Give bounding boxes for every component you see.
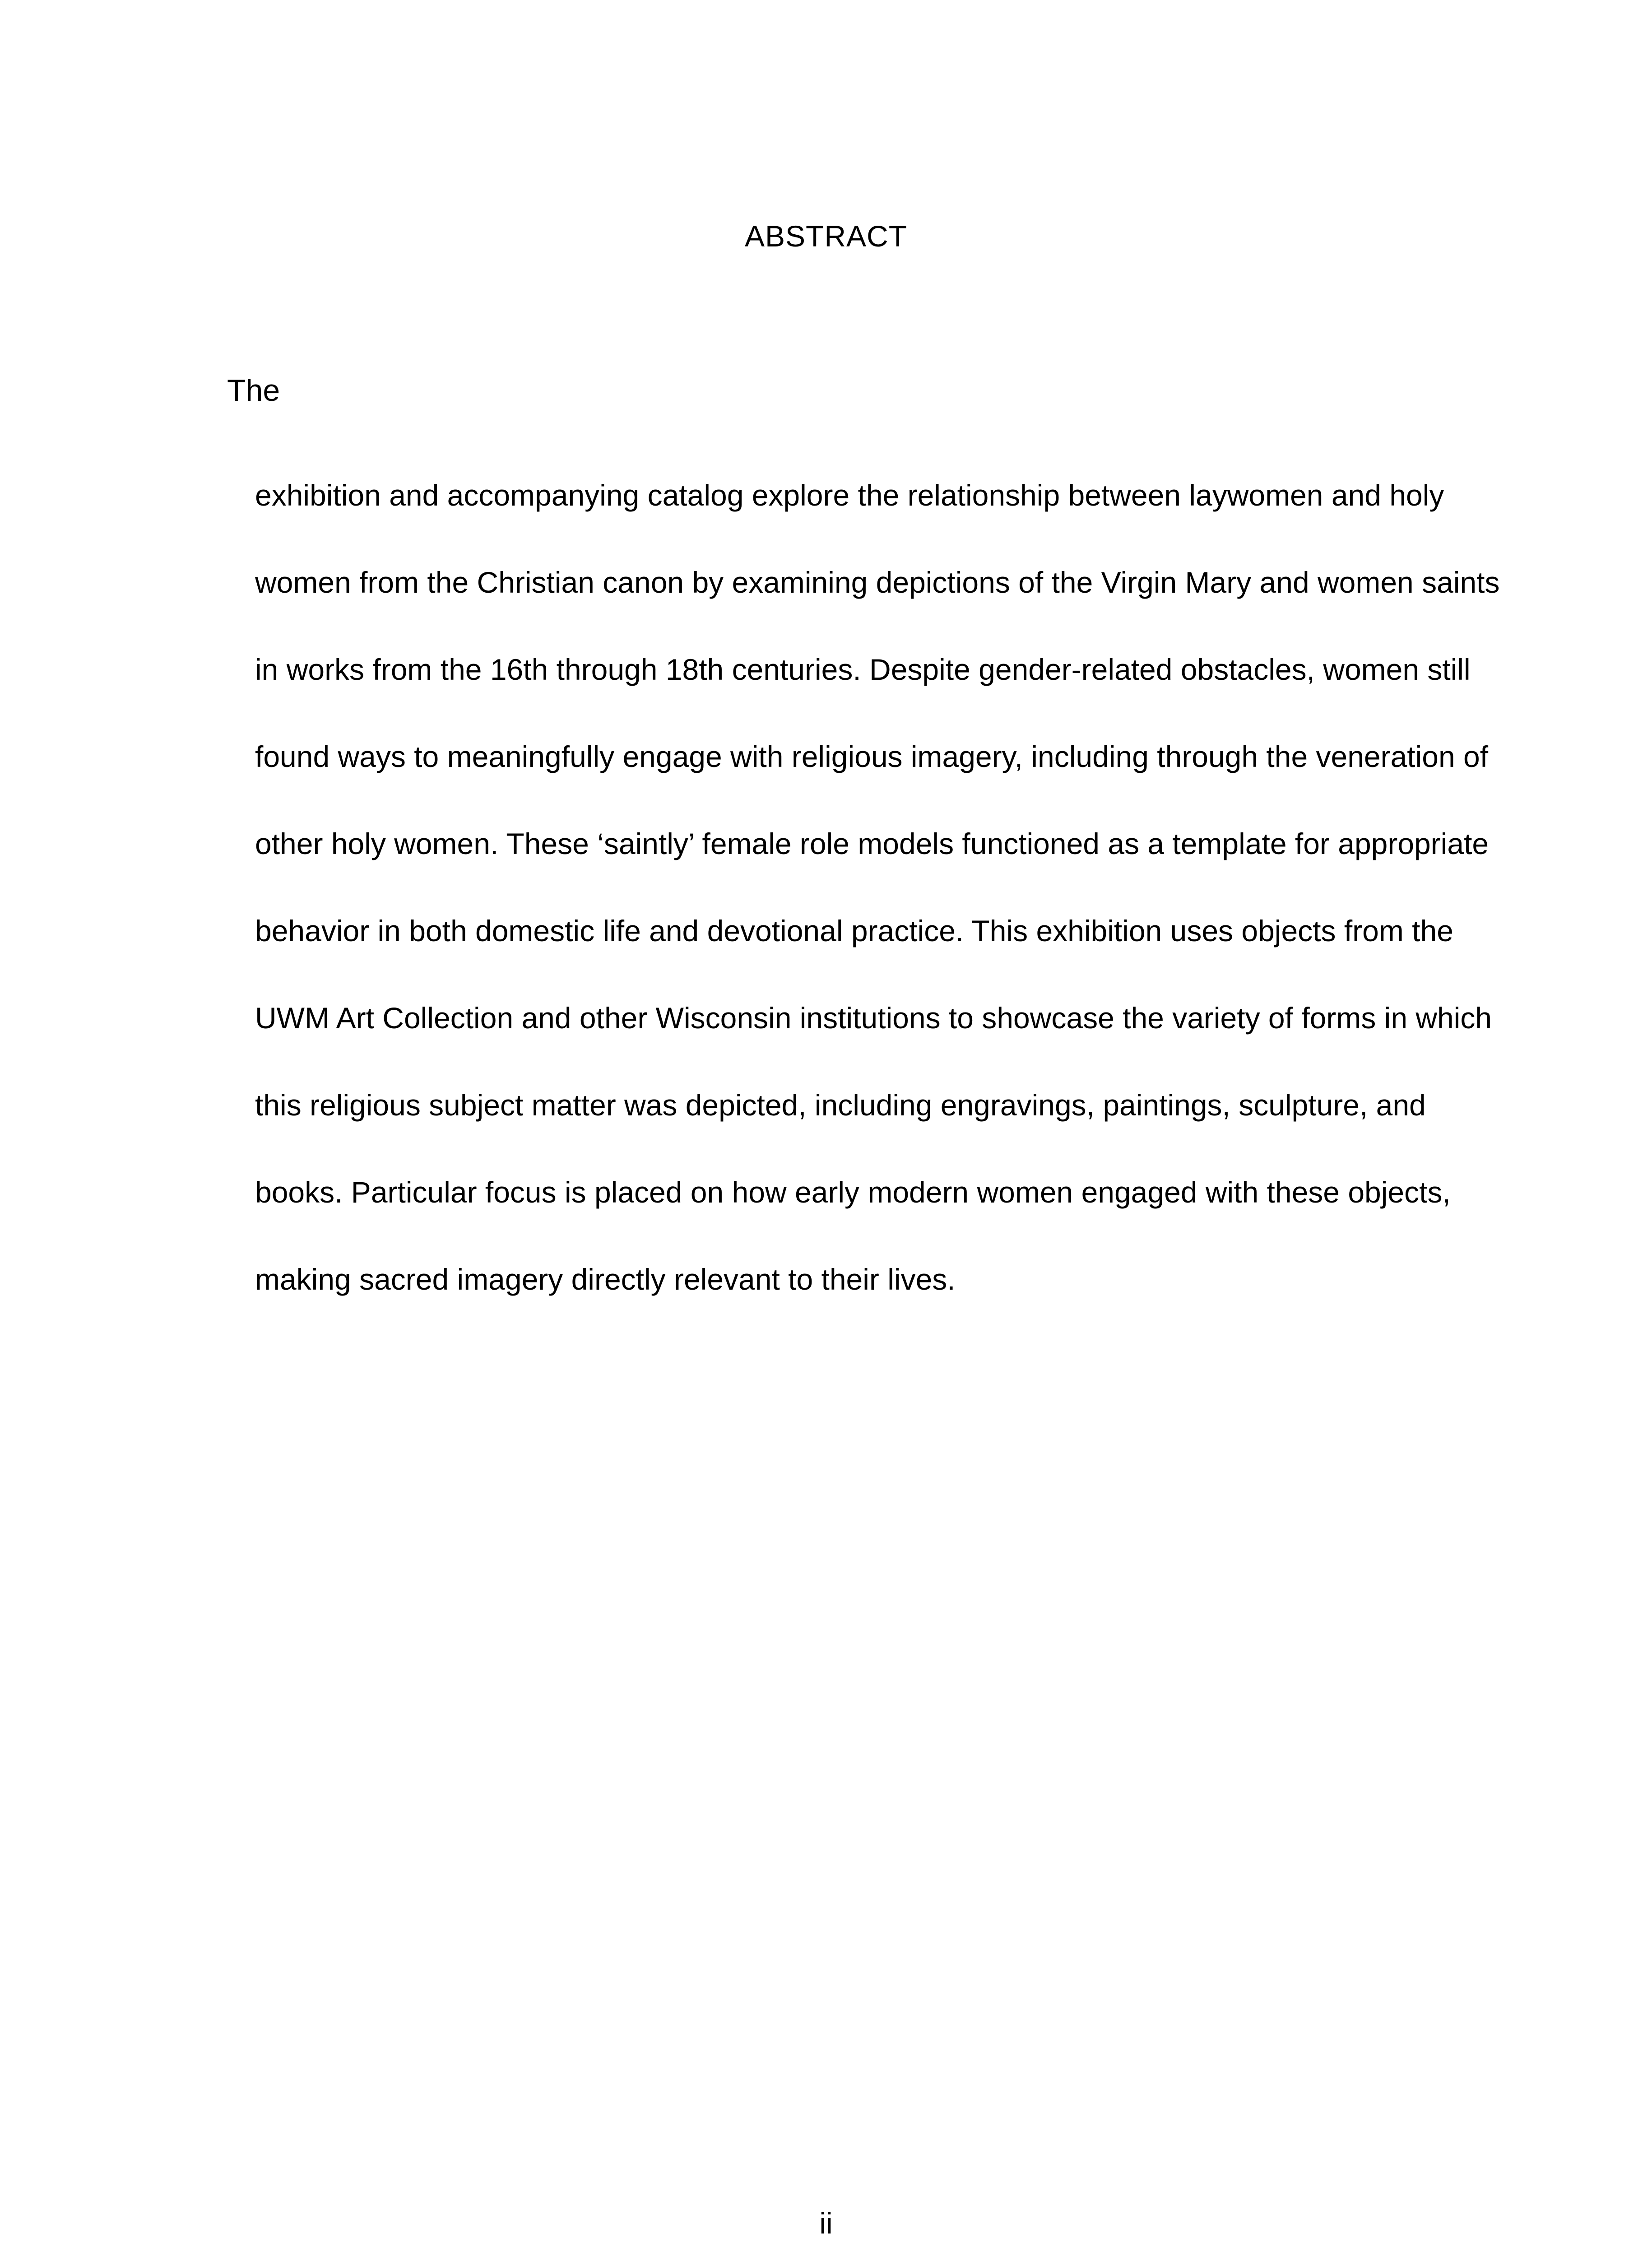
abstract-line: behavior in both domestic life and devotional practice. This exhibition uses objects from the <box>255 914 1453 947</box>
lead-word: The <box>227 373 280 408</box>
page-title: ABSTRACT <box>744 219 908 253</box>
abstract-line: exhibition and accompanying catalog explore the relationship between laywomen and holy <box>255 478 1444 512</box>
abstract-line: this religious subject matter was depicted, including engravings, paintings, sculpture, and <box>255 1088 1426 1122</box>
abstract-line: found ways to meaningfully engage with religious imagery, including through the veneration of <box>255 740 1489 773</box>
abstract-line: making sacred imagery directly relevant to their lives. <box>255 1263 956 1296</box>
abstract-body <box>255 475 1541 1346</box>
abstract-line: in works from the 16th through 18th centuries. Despite gender-related obstacles, women still <box>255 653 1471 686</box>
abstract-line: UWM Art Collection and other Wisconsin institutions to showcase the variety of forms in which <box>255 1001 1492 1035</box>
page-number: ii <box>819 2206 833 2240</box>
abstract-line: books. Particular focus is placed on how early modern women engaged with these objects, <box>255 1175 1451 1209</box>
abstract-line: other holy women. These ‘saintly’ female role models functioned as a template for appropriate <box>255 827 1489 860</box>
abstract-line: women from the Christian canon by examining depictions of the Virgin Mary and women saints <box>255 566 1500 599</box>
